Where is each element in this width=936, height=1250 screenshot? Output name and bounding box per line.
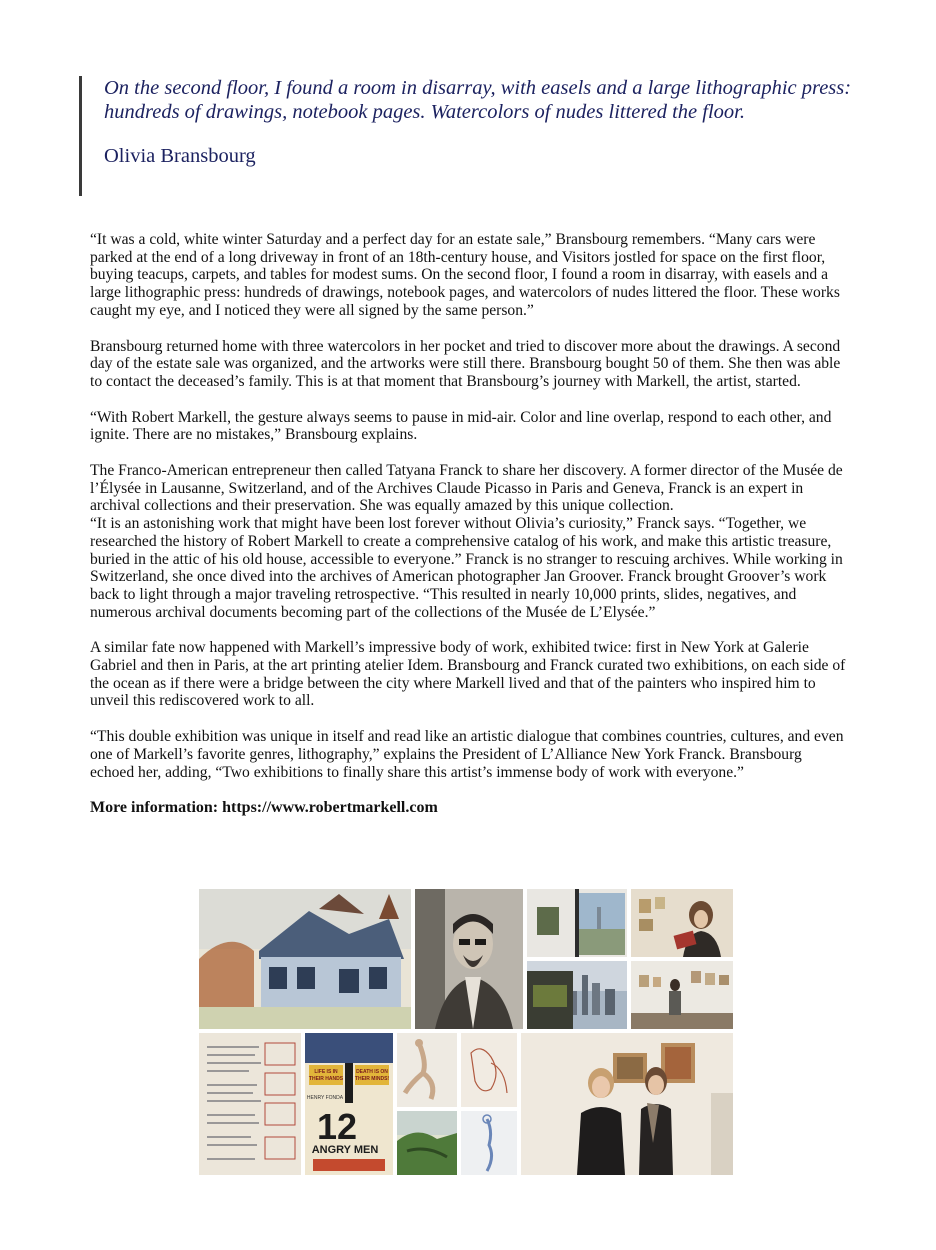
curators-exhibition-photo bbox=[521, 1033, 733, 1175]
poster-title: ANGRY MEN bbox=[311, 1144, 379, 1156]
photo-collage bbox=[199, 889, 733, 1175]
poster-actor: HENRY FONDA bbox=[306, 1095, 344, 1101]
poster-tagline-right: DEATH IS ON bbox=[356, 1069, 388, 1075]
gallery-visitor-photo bbox=[631, 961, 733, 1029]
poster-tagline-left-2: THEIR HANDS bbox=[308, 1076, 344, 1082]
more-information-link[interactable]: More information: https://www.robertmarkell.com bbox=[90, 799, 438, 817]
article-paragraph: A similar fate now happened with Markell’s impressive body of work, exhibited twice: first in New York at Galerie Gabriel and then in Paris, at the art printing atelier Idem. Bransbourg and Franck curated two exhibitions, on each side of the ocean as if there were a bridge between the city where Markell lived and that of the painters who inspired him to unveil this rediscovered work to all. bbox=[90, 639, 846, 710]
article-paragraph: “This double exhibition was unique in itself and read like an artistic dialogue that combines countries, cultures, and even one of Markell’s favorite genres, lithography,” explains the President of L’Alliance New York Franck. Bransbourg echoed her, adding, “Two exhibitions to finally share this artist’s immense body of work with everyone.” bbox=[90, 728, 844, 781]
article-paragraph: The Franco-American entrepreneur then called Tatyana Franck to share her discovery. A former director of the Musée de l’Élysée in Lausanne, Switzerland, and of the Archives Claude Picasso in Paris and Geneva, Franck is an expert in archival collections and their preservation. She was equally amazed by this unique collection. bbox=[90, 462, 843, 515]
visitor-reading-photo bbox=[631, 889, 733, 957]
pull-quote-author: Olivia Bransbourg bbox=[104, 145, 256, 167]
figure-drawing-image bbox=[397, 1033, 457, 1107]
poster-number: 12 bbox=[316, 1106, 358, 1147]
pull-quote-text: On the second floor, I found a room in disarray, with easels and a large lithographic press: hundreds of drawings, notebook pages. Watercolors of nudes littered the floor. bbox=[104, 77, 852, 123]
poster-tagline-left: LIFE IS IN bbox=[314, 1069, 338, 1075]
movie-poster-image bbox=[305, 1033, 393, 1175]
artist-portrait-photo bbox=[415, 889, 523, 1029]
poster-tagline-right-2: THEIR MINDS! bbox=[354, 1076, 390, 1082]
article-paragraph: “With Robert Markell, the gesture always seems to pause in mid-air. Color and line overlap, respond to each other, and ignite. There are no mistakes,” Bransbourg explains. bbox=[90, 408, 832, 444]
pull-quote-block bbox=[79, 76, 859, 196]
article-body bbox=[90, 231, 846, 835]
sketch-drawing-image bbox=[461, 1033, 517, 1107]
house-watercolor-image bbox=[199, 889, 411, 1029]
city-view-photo bbox=[527, 889, 627, 957]
landscape-watercolor-image bbox=[397, 1111, 457, 1175]
skyline-photo bbox=[527, 961, 627, 1029]
notebook-page-image bbox=[199, 1033, 301, 1175]
article-paragraph: Bransbourg returned home with three watercolors in her pocket and tried to discover more about the drawings. A second day of the estate sale was organized, and the artworks were still there. Bransbourg bought 50 of them. She then was able to contact the deceased’s family. This is at that moment that Bransbourg’s journey with Markell, the artist, started. bbox=[90, 337, 841, 390]
article-paragraph: “It is an astonishing work that might have been lost forever without Olivia’s curiosity,” Franck says. “Together, we researched the history of Robert Markell to create a comprehensive catalog of his work, and make this artistic treasure, buried in the attic of his old house, accessible to everyone.” Franck is no stranger to rescuing archives. While working in Switzerland, she once dived into the archives of American photographer Jan Groover. Franck brought Groover’s work back to light through a major traveling retrospective. “This resulted in nearly 10,000 prints, slides, negatives, and numerous archival documents becoming part of the collections of the Musée de L’Elysée.” bbox=[90, 515, 843, 621]
blue-figure-image bbox=[461, 1111, 517, 1175]
article-paragraph: “It was a cold, white winter Saturday and a perfect day for an estate sale,” Bransbourg remembers. “Many cars were parked at the end of a long driveway in front of an 18th-century house, and Visitors jostled for space on the first floor, buying teacups, carpets, and tables for modest sums. On the second floor, I found a room in disarray, with easels and a large lithographic press: hundreds of drawings, notebook pages, and watercolors of nudes littered the floor. These works caught my eye, and I noticed they were all signed by the same person.” bbox=[90, 231, 840, 319]
